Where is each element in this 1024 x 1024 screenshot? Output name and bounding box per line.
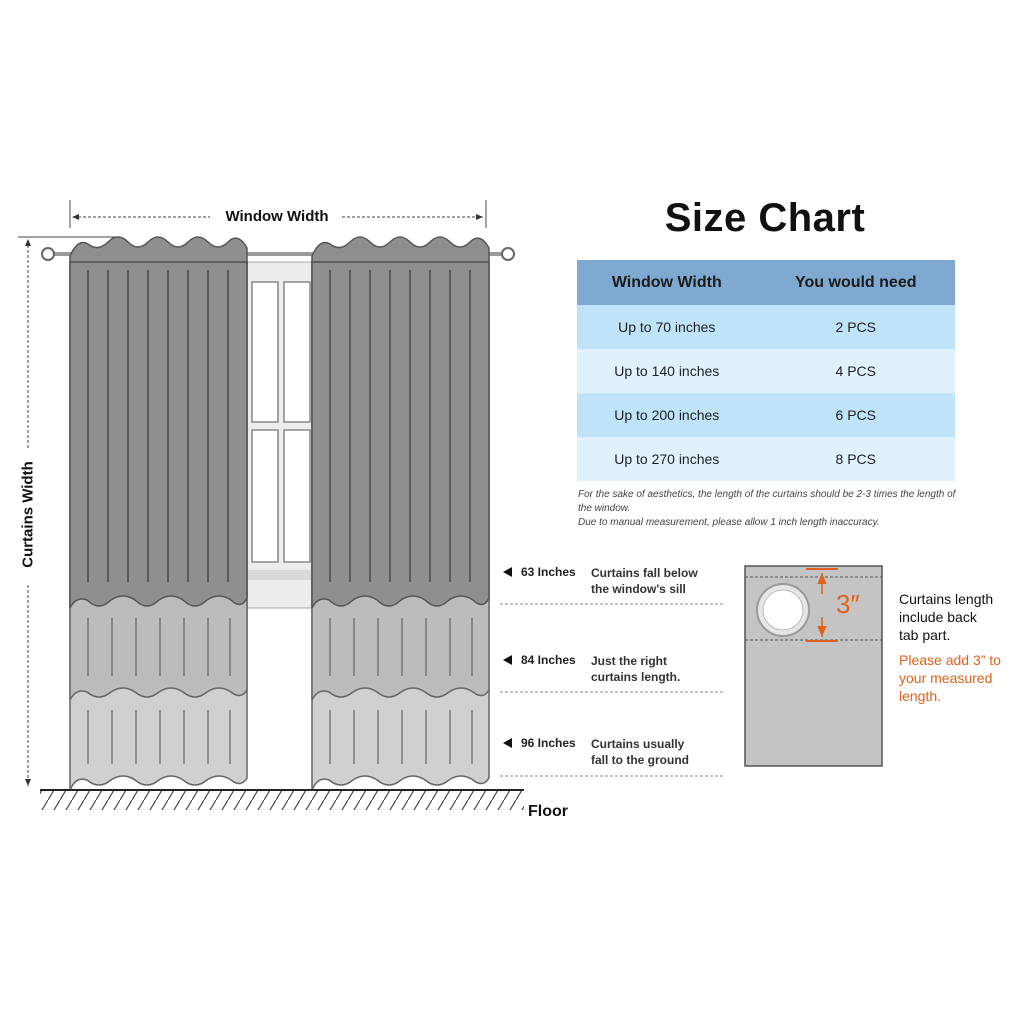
level-63-desc-line2: the window's sill [591,582,686,596]
grommet-info-line1: Curtains length [899,591,994,607]
level-84-desc-line2: curtains length. [591,670,681,684]
level-84-desc-line1: Just the right [591,654,668,668]
grommet-warning-line2: your measured [899,670,993,686]
header-window-width: Window Width [577,260,757,305]
floor-label: Floor [528,803,568,820]
curtains-width-label: Curtains Width [19,461,37,568]
size-chart-title: Size Chart [664,196,866,240]
grommet-info [899,590,993,644]
size-chart-table [577,260,955,481]
level-84-desc [591,653,680,685]
cell-pieces: 2 PCS [757,305,955,349]
table-row [577,349,955,393]
window-frame [246,262,312,608]
grommet-warning-line3: length. [899,688,942,704]
table-row [577,437,955,481]
grommet-info-line3: tab part. [899,627,951,643]
cell-window-width: Up to 70 inches [577,305,757,349]
cell-pieces: 6 PCS [757,393,955,437]
window-width-label: Window Width [225,208,329,225]
level-63-length: 63 Inches [521,565,576,579]
left-curtain [70,237,247,790]
level-96-desc-line2: fall to the ground [591,753,689,767]
measurement-note: Due to manual measurement, please allow 1 inch length inaccuracy. [578,517,880,528]
right-curtain [312,237,489,790]
level-63-desc-line1: Curtains fall below [591,566,698,580]
cell-window-width: Up to 140 inches [577,349,757,393]
cell-pieces: 8 PCS [757,437,955,481]
header-you-would-need: You would need [757,260,955,305]
level-84-length: 84 Inches [521,653,576,667]
grommet-info-line2: include back [899,609,977,625]
floor [40,790,524,810]
level-96-desc-line1: Curtains usually [591,737,685,751]
table-row [577,305,955,349]
table-row [577,393,955,437]
level-96-desc [591,736,689,768]
cell-window-width: Up to 200 inches [577,393,757,437]
grommet-warning [899,651,1001,705]
grommet-measure: 3″ [836,589,860,619]
grommet-detail [745,566,882,766]
level-96-length: 96 Inches [521,736,576,750]
aesthetics-note: For the sake of aesthetics, the length of the curtains should be 2-3 times the length of the window. [578,489,956,514]
level-63-desc [591,565,698,597]
cell-window-width: Up to 270 inches [577,437,757,481]
grommet-warning-line1: Please add 3” to [899,652,1001,668]
table-header-row [577,260,955,305]
cell-pieces: 4 PCS [757,349,955,393]
